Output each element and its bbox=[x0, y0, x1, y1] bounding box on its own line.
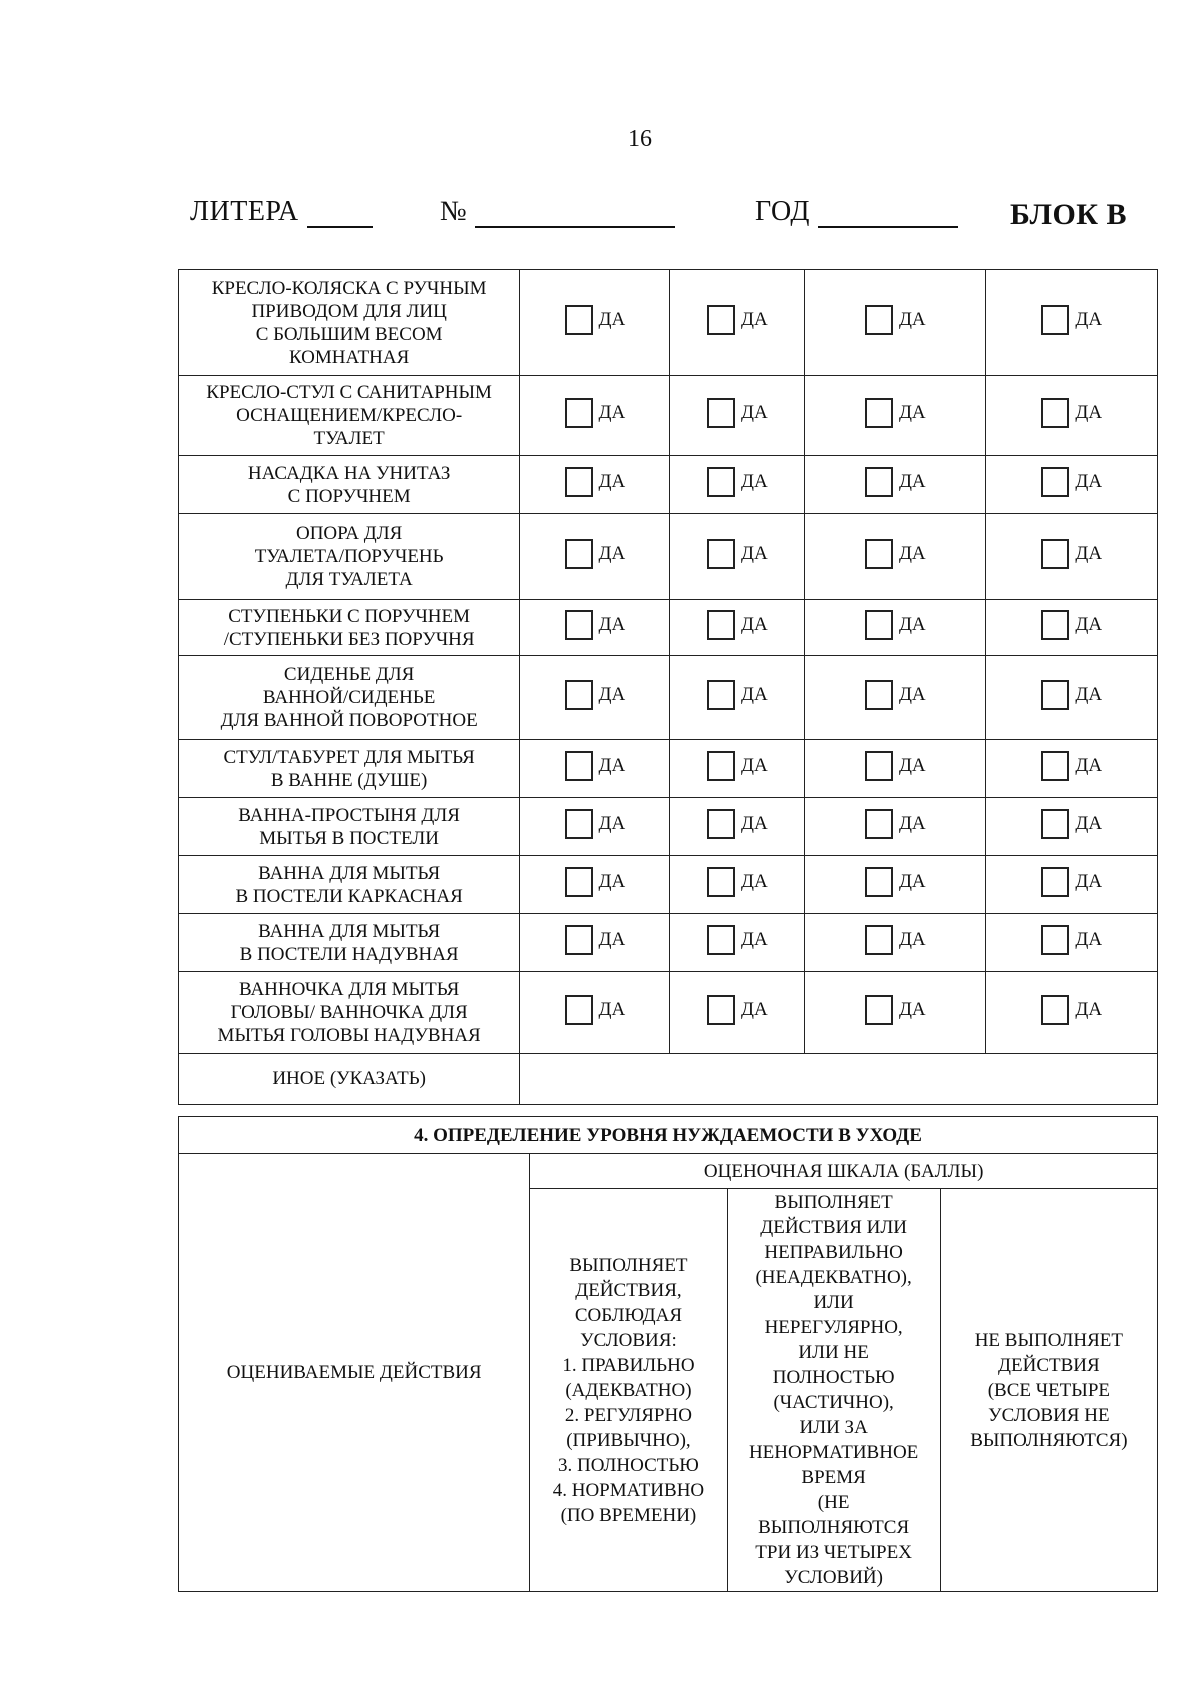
equipment-item-name bbox=[179, 856, 520, 914]
yes-option-cell bbox=[805, 270, 986, 376]
yes-option[interactable] bbox=[565, 305, 626, 335]
scale-column-none bbox=[940, 1189, 1157, 1592]
year-label: ГОД bbox=[755, 196, 810, 227]
yes-option[interactable] bbox=[707, 610, 768, 640]
yes-checkbox[interactable] bbox=[707, 610, 735, 640]
equipment-row bbox=[179, 972, 1158, 1054]
header-litera bbox=[190, 196, 373, 236]
equipment-item-line: НАСАДКА НА УНИТАЗ bbox=[247, 462, 451, 484]
col3-line: (ВСЕ ЧЕТЫРЕ bbox=[987, 1379, 1111, 1401]
yes-option[interactable] bbox=[565, 751, 626, 781]
yes-checkbox[interactable] bbox=[707, 305, 735, 335]
litera-blank-field[interactable] bbox=[307, 200, 373, 228]
yes-checkbox[interactable] bbox=[565, 680, 593, 710]
yes-option-cell bbox=[805, 656, 986, 740]
yes-label: ДА bbox=[598, 871, 626, 892]
yes-option[interactable] bbox=[707, 305, 768, 335]
yes-label: ДА bbox=[740, 755, 768, 776]
yes-checkbox[interactable] bbox=[707, 539, 735, 569]
equipment-item-name bbox=[179, 456, 520, 514]
yes-option-cell bbox=[520, 270, 670, 376]
yes-checkbox[interactable] bbox=[865, 809, 893, 839]
equipment-row bbox=[179, 656, 1158, 740]
yes-checkbox[interactable] bbox=[1041, 539, 1069, 569]
equipment-item-name bbox=[179, 972, 520, 1054]
yes-label: ДА bbox=[898, 929, 926, 950]
col2-line: НЕПРАВИЛЬНО bbox=[764, 1242, 903, 1263]
yes-checkbox[interactable] bbox=[865, 305, 893, 335]
yes-label: ДА bbox=[898, 471, 926, 492]
yes-option-cell bbox=[805, 914, 986, 972]
col1-intro-line: УСЛОВИЯ: bbox=[580, 1329, 677, 1351]
equipment-item-line: МЫТЬЯ В ПОСТЕЛИ bbox=[259, 827, 439, 849]
yes-checkbox[interactable] bbox=[565, 539, 593, 569]
yes-label: ДА bbox=[740, 309, 768, 330]
yes-label: ДА bbox=[1075, 543, 1103, 564]
col2-line: ИЛИ ЗА bbox=[799, 1417, 868, 1438]
equipment-row bbox=[179, 798, 1158, 856]
yes-option-cell bbox=[986, 656, 1158, 740]
yes-option-cell bbox=[670, 914, 805, 972]
yes-label: ДА bbox=[898, 614, 926, 635]
col1-intro-line: СОБЛЮДАЯ bbox=[574, 1304, 683, 1326]
yes-checkbox[interactable] bbox=[707, 995, 735, 1025]
col1-condition-line: (ПРИВЫЧНО), bbox=[566, 1429, 691, 1451]
yes-option[interactable] bbox=[565, 467, 626, 497]
yes-option[interactable] bbox=[565, 867, 626, 897]
col3-line: ВЫПОЛНЯЮТСЯ) bbox=[970, 1429, 1128, 1451]
yes-label: ДА bbox=[1075, 309, 1103, 330]
yes-option-cell bbox=[520, 376, 670, 456]
col2-line: (НЕАДЕКВАТНО), bbox=[755, 1267, 912, 1288]
yes-option[interactable] bbox=[1041, 809, 1102, 839]
yes-label: ДА bbox=[740, 402, 768, 423]
equipment-item-line: В ВАННЕ (ДУШЕ) bbox=[270, 769, 428, 791]
yes-option-cell bbox=[805, 600, 986, 656]
yes-checkbox[interactable] bbox=[865, 610, 893, 640]
yes-checkbox[interactable] bbox=[865, 680, 893, 710]
yes-option-cell bbox=[520, 972, 670, 1054]
equipment-item-line: ВАННА-ПРОСТЫНЯ ДЛЯ bbox=[238, 804, 460, 826]
yes-option-cell bbox=[520, 798, 670, 856]
col1-condition-line: (АДЕКВАТНО) bbox=[565, 1379, 692, 1401]
yes-option-cell bbox=[986, 856, 1158, 914]
equipment-item-line: С БОЛЬШИМ ВЕСОМ bbox=[255, 323, 443, 345]
yes-option[interactable] bbox=[565, 539, 626, 569]
yes-option[interactable] bbox=[1041, 751, 1102, 781]
yes-checkbox[interactable] bbox=[565, 467, 593, 497]
col1-intro bbox=[530, 1254, 726, 1352]
yes-checkbox[interactable] bbox=[707, 751, 735, 781]
yes-label: ДА bbox=[898, 755, 926, 776]
col1-condition-line: 4. НОРМАТИВНО bbox=[552, 1479, 705, 1501]
yes-option[interactable] bbox=[865, 305, 926, 335]
yes-option-cell bbox=[520, 456, 670, 514]
yes-label: ДА bbox=[740, 871, 768, 892]
equipment-item-line: ВАННОЙ/СИДЕНЬЕ bbox=[262, 687, 436, 708]
yes-label: ДА bbox=[740, 543, 768, 564]
equipment-item-name bbox=[179, 514, 520, 600]
block-title: БЛОК В bbox=[1010, 198, 1128, 231]
yes-option-cell bbox=[670, 656, 805, 740]
yes-option-cell bbox=[805, 376, 986, 456]
yes-option[interactable] bbox=[865, 680, 926, 710]
yes-option[interactable] bbox=[565, 995, 626, 1025]
col2-line: (НЕ bbox=[817, 1492, 850, 1513]
yes-option[interactable] bbox=[707, 809, 768, 839]
yes-option-cell bbox=[805, 798, 986, 856]
equipment-item-line: СТУПЕНЬКИ С ПОРУЧНЕМ bbox=[228, 605, 471, 627]
equipment-item-line: ВАННОЧКА ДЛЯ МЫТЬЯ bbox=[238, 979, 460, 1000]
page-number: 16 bbox=[628, 126, 652, 152]
yes-option-cell bbox=[805, 856, 986, 914]
yes-checkbox[interactable] bbox=[865, 539, 893, 569]
other-specify-field[interactable] bbox=[520, 1054, 1158, 1105]
equipment-item-line: ПРИВОДОМ ДЛЯ ЛИЦ bbox=[251, 300, 447, 322]
number-blank-field[interactable] bbox=[475, 200, 675, 228]
col2-line: ВЫПОЛНЯЮТСЯ bbox=[758, 1517, 910, 1538]
yes-option[interactable] bbox=[1041, 305, 1102, 335]
yes-option-cell bbox=[520, 600, 670, 656]
yes-option-cell bbox=[986, 798, 1158, 856]
equipment-item-line: В ПОСТЕЛИ КАРКАСНАЯ bbox=[235, 885, 463, 907]
equipment-row-other bbox=[179, 1054, 1158, 1105]
yes-checkbox[interactable] bbox=[565, 610, 593, 640]
yes-checkbox[interactable] bbox=[1041, 751, 1069, 781]
equipment-item-line: ДЛЯ ВАННОЙ ПОВОРОТНОЕ bbox=[220, 710, 478, 731]
yes-option-cell bbox=[520, 740, 670, 798]
yes-label: ДА bbox=[598, 471, 626, 492]
equipment-item-line: /СТУПЕНЬКИ БЕЗ ПОРУЧНЯ bbox=[223, 628, 475, 650]
yes-label: ДА bbox=[598, 402, 626, 423]
yes-label: ДА bbox=[598, 614, 626, 635]
yes-option-cell bbox=[986, 514, 1158, 600]
yes-option[interactable] bbox=[1041, 610, 1102, 640]
header-year bbox=[755, 196, 958, 236]
yes-option-cell bbox=[986, 600, 1158, 656]
equipment-row bbox=[179, 856, 1158, 914]
yes-option-cell bbox=[670, 740, 805, 798]
equipment-item-line: ДЛЯ ТУАЛЕТА bbox=[285, 569, 413, 590]
yes-checkbox[interactable] bbox=[707, 867, 735, 897]
equipment-row bbox=[179, 376, 1158, 456]
equipment-item-name bbox=[179, 270, 520, 376]
equipment-item-line: ТУАЛЕТА/ПОРУЧЕНЬ bbox=[254, 546, 444, 567]
scale-title: ОЦЕНОЧНАЯ ШКАЛА (БАЛЛЫ) bbox=[530, 1154, 1158, 1189]
yes-option[interactable] bbox=[865, 610, 926, 640]
yes-checkbox[interactable] bbox=[1041, 995, 1069, 1025]
equipment-item-name bbox=[179, 656, 520, 740]
yes-option[interactable] bbox=[707, 995, 768, 1025]
yes-checkbox[interactable] bbox=[565, 305, 593, 335]
equipment-item-line: КРЕСЛО-СТУЛ С САНИТАРНЫМ bbox=[206, 382, 492, 403]
col2-line: ИЛИ bbox=[813, 1292, 854, 1313]
col1-condition-line: 2. РЕГУЛЯРНО bbox=[564, 1404, 692, 1426]
yes-option-cell bbox=[520, 914, 670, 972]
yes-option-cell bbox=[670, 376, 805, 456]
yes-label: ДА bbox=[1075, 999, 1103, 1020]
col2-line: ПОЛНОСТЬЮ bbox=[772, 1367, 895, 1388]
evaluated-actions-header: ОЦЕНИВАЕМЫЕ ДЕЙСТВИЯ bbox=[179, 1154, 530, 1592]
yes-checkbox[interactable] bbox=[707, 925, 735, 955]
yes-option[interactable] bbox=[565, 610, 626, 640]
yes-option-cell bbox=[670, 600, 805, 656]
yes-label: ДА bbox=[898, 543, 926, 564]
yes-option[interactable] bbox=[1041, 867, 1102, 897]
yes-checkbox[interactable] bbox=[707, 398, 735, 428]
yes-label: ДА bbox=[598, 813, 626, 834]
yes-option[interactable] bbox=[865, 467, 926, 497]
yes-option[interactable] bbox=[865, 398, 926, 428]
col2-line: (ЧАСТИЧНО), bbox=[773, 1392, 894, 1413]
yes-checkbox[interactable] bbox=[865, 467, 893, 497]
yes-checkbox[interactable] bbox=[707, 809, 735, 839]
yes-option-cell bbox=[670, 456, 805, 514]
equipment-item-line: МЫТЬЯ ГОЛОВЫ НАДУВНАЯ bbox=[217, 1025, 481, 1046]
yes-checkbox[interactable] bbox=[865, 867, 893, 897]
yes-option[interactable] bbox=[565, 398, 626, 428]
care-needs-table bbox=[178, 1116, 1158, 1592]
yes-checkbox[interactable] bbox=[565, 925, 593, 955]
yes-option[interactable] bbox=[1041, 539, 1102, 569]
yes-label: ДА bbox=[740, 999, 768, 1020]
yes-checkbox[interactable] bbox=[865, 751, 893, 781]
yes-option-cell bbox=[986, 740, 1158, 798]
equipment-row bbox=[179, 456, 1158, 514]
yes-option[interactable] bbox=[865, 539, 926, 569]
yes-option[interactable] bbox=[707, 398, 768, 428]
col1-conditions bbox=[530, 1354, 726, 1527]
equipment-item-name bbox=[179, 376, 520, 456]
yes-checkbox[interactable] bbox=[1041, 925, 1069, 955]
yes-label: ДА bbox=[1075, 402, 1103, 423]
col2-line: ВРЕМЯ bbox=[801, 1467, 866, 1488]
equipment-table bbox=[178, 269, 1158, 1105]
year-blank-field[interactable] bbox=[818, 200, 958, 228]
yes-label: ДА bbox=[1075, 684, 1103, 705]
yes-option-cell bbox=[520, 656, 670, 740]
yes-checkbox[interactable] bbox=[1041, 467, 1069, 497]
equipment-item-line: КОМНАТНАЯ bbox=[288, 346, 410, 368]
equipment-item-name bbox=[179, 798, 520, 856]
col1-condition-line: (ПО ВРЕМЕНИ) bbox=[560, 1504, 697, 1526]
yes-option[interactable] bbox=[865, 751, 926, 781]
yes-checkbox[interactable] bbox=[707, 680, 735, 710]
yes-label: ДА bbox=[740, 929, 768, 950]
yes-option[interactable] bbox=[865, 867, 926, 897]
equipment-item-line: ТУАЛЕТ bbox=[313, 428, 385, 449]
yes-label: ДА bbox=[740, 614, 768, 635]
yes-checkbox[interactable] bbox=[565, 398, 593, 428]
yes-option[interactable] bbox=[865, 995, 926, 1025]
equipment-row bbox=[179, 740, 1158, 798]
scale-column-partial bbox=[727, 1189, 940, 1592]
equipment-item-name bbox=[179, 914, 520, 972]
yes-option-cell bbox=[986, 270, 1158, 376]
equipment-item-line: СТУЛ/ТАБУРЕТ ДЛЯ МЫТЬЯ bbox=[223, 746, 475, 768]
equipment-row bbox=[179, 914, 1158, 972]
yes-option[interactable] bbox=[707, 539, 768, 569]
col1-intro-line: ДЕЙСТВИЯ, bbox=[575, 1279, 682, 1301]
yes-label: ДА bbox=[740, 684, 768, 705]
equipment-item-line: В ПОСТЕЛИ НАДУВНАЯ bbox=[239, 943, 459, 965]
yes-label: ДА bbox=[598, 309, 626, 330]
yes-checkbox[interactable] bbox=[1041, 867, 1069, 897]
yes-label: ДА bbox=[898, 309, 926, 330]
yes-checkbox[interactable] bbox=[565, 809, 593, 839]
equipment-item-line: ВАННА ДЛЯ МЫТЬЯ bbox=[258, 862, 441, 884]
yes-option-cell bbox=[805, 972, 986, 1054]
yes-option[interactable] bbox=[707, 680, 768, 710]
yes-option[interactable] bbox=[707, 867, 768, 897]
col2-line: ТРИ ИЗ ЧЕТЫРЕХ bbox=[755, 1542, 912, 1563]
yes-option-cell bbox=[670, 972, 805, 1054]
equipment-item-line: С ПОРУЧНЕМ bbox=[287, 485, 411, 507]
yes-label: ДА bbox=[1075, 929, 1103, 950]
yes-label: ДА bbox=[1075, 755, 1103, 776]
equipment-item-line: ОПОРА ДЛЯ bbox=[295, 523, 403, 544]
yes-label: ДА bbox=[1075, 813, 1103, 834]
equipment-item-name bbox=[179, 600, 520, 656]
header-number bbox=[440, 196, 675, 236]
yes-option-cell bbox=[805, 456, 986, 514]
yes-checkbox[interactable] bbox=[565, 995, 593, 1025]
section-title: 4. ОПРЕДЕЛЕНИЕ УРОВНЯ НУЖДАЕМОСТИ В УХОДЕ bbox=[179, 1117, 1158, 1154]
equipment-row bbox=[179, 600, 1158, 656]
yes-checkbox[interactable] bbox=[865, 995, 893, 1025]
yes-label: ДА bbox=[898, 813, 926, 834]
equipment-row bbox=[179, 270, 1158, 376]
yes-label: ДА bbox=[740, 813, 768, 834]
col1-intro-line: ВЫПОЛНЯЕТ bbox=[569, 1254, 688, 1276]
equipment-item-line: СИДЕНЬЕ ДЛЯ bbox=[283, 664, 415, 685]
yes-option-cell bbox=[805, 740, 986, 798]
yes-label: ДА bbox=[898, 999, 926, 1020]
yes-label: ДА bbox=[598, 684, 626, 705]
yes-option-cell bbox=[670, 856, 805, 914]
scale-column-full bbox=[530, 1189, 727, 1592]
yes-checkbox[interactable] bbox=[865, 925, 893, 955]
col2-line: ДЕЙСТВИЯ ИЛИ bbox=[760, 1217, 907, 1238]
equipment-item-line: ГОЛОВЫ/ ВАННОЧКА ДЛЯ bbox=[230, 1002, 468, 1023]
yes-checkbox[interactable] bbox=[565, 867, 593, 897]
yes-option-cell bbox=[986, 914, 1158, 972]
yes-label: ДА bbox=[1075, 471, 1103, 492]
yes-option-cell bbox=[986, 456, 1158, 514]
yes-checkbox[interactable] bbox=[1041, 398, 1069, 428]
yes-label: ДА bbox=[740, 471, 768, 492]
yes-label: ДА bbox=[898, 871, 926, 892]
yes-label: ДА bbox=[598, 543, 626, 564]
yes-option[interactable] bbox=[865, 925, 926, 955]
number-label: № bbox=[440, 196, 468, 227]
col1-condition-line: 3. ПОЛНОСТЬЮ bbox=[558, 1454, 699, 1476]
yes-option[interactable] bbox=[865, 809, 926, 839]
col2-line: НЕРЕГУЛЯРНО, bbox=[764, 1317, 903, 1338]
yes-option-cell bbox=[986, 972, 1158, 1054]
other-label: ИНОЕ (УКАЗАТЬ) bbox=[179, 1054, 520, 1105]
col2-line: ИЛИ НЕ bbox=[798, 1342, 869, 1363]
yes-option-cell bbox=[520, 514, 670, 600]
litera-label: ЛИТЕРА bbox=[190, 196, 299, 227]
yes-option-cell bbox=[670, 798, 805, 856]
yes-checkbox[interactable] bbox=[1041, 305, 1069, 335]
yes-option[interactable] bbox=[565, 680, 626, 710]
col3-line: УСЛОВИЯ НЕ bbox=[988, 1404, 1110, 1426]
yes-option[interactable] bbox=[1041, 680, 1102, 710]
yes-label: ДА bbox=[1075, 614, 1103, 635]
yes-option[interactable] bbox=[1041, 925, 1102, 955]
col3-line: ДЕЙСТВИЯ bbox=[998, 1354, 1100, 1376]
yes-label: ДА bbox=[598, 755, 626, 776]
yes-option[interactable] bbox=[565, 809, 626, 839]
yes-option-cell bbox=[520, 856, 670, 914]
yes-checkbox[interactable] bbox=[865, 398, 893, 428]
yes-option[interactable] bbox=[1041, 467, 1102, 497]
col1-condition-line: 1. ПРАВИЛЬНО bbox=[562, 1354, 695, 1376]
yes-option-cell bbox=[986, 376, 1158, 456]
yes-option-cell bbox=[670, 514, 805, 600]
yes-option[interactable] bbox=[1041, 398, 1102, 428]
yes-option[interactable] bbox=[707, 751, 768, 781]
equipment-item-name bbox=[179, 740, 520, 798]
yes-checkbox[interactable] bbox=[565, 751, 593, 781]
yes-label: ДА bbox=[898, 684, 926, 705]
yes-checkbox[interactable] bbox=[1041, 680, 1069, 710]
yes-option[interactable] bbox=[707, 925, 768, 955]
equipment-item-line: КРЕСЛО-КОЛЯСКА С РУЧНЫМ bbox=[211, 277, 487, 299]
yes-option[interactable] bbox=[707, 467, 768, 497]
yes-option[interactable] bbox=[565, 925, 626, 955]
col2-line: ВЫПОЛНЯЕТ bbox=[774, 1192, 893, 1213]
equipment-item-line: ВАННА ДЛЯ МЫТЬЯ bbox=[258, 920, 441, 942]
yes-checkbox[interactable] bbox=[1041, 610, 1069, 640]
yes-label: ДА bbox=[598, 999, 626, 1020]
equipment-row bbox=[179, 514, 1158, 600]
equipment-item-line: ОСНАЩЕНИЕМ/КРЕСЛО- bbox=[236, 405, 463, 426]
yes-checkbox[interactable] bbox=[707, 467, 735, 497]
yes-option[interactable] bbox=[1041, 995, 1102, 1025]
col2-line: УСЛОВИЙ) bbox=[784, 1567, 883, 1588]
col2-line: НЕНОРМАТИВНОЕ bbox=[748, 1442, 919, 1463]
yes-checkbox[interactable] bbox=[1041, 809, 1069, 839]
yes-option-cell bbox=[670, 270, 805, 376]
col3-line: НЕ ВЫПОЛНЯЕТ bbox=[974, 1329, 1124, 1351]
yes-label: ДА bbox=[1075, 871, 1103, 892]
yes-label: ДА bbox=[598, 929, 626, 950]
yes-option-cell bbox=[805, 514, 986, 600]
yes-label: ДА bbox=[898, 402, 926, 423]
